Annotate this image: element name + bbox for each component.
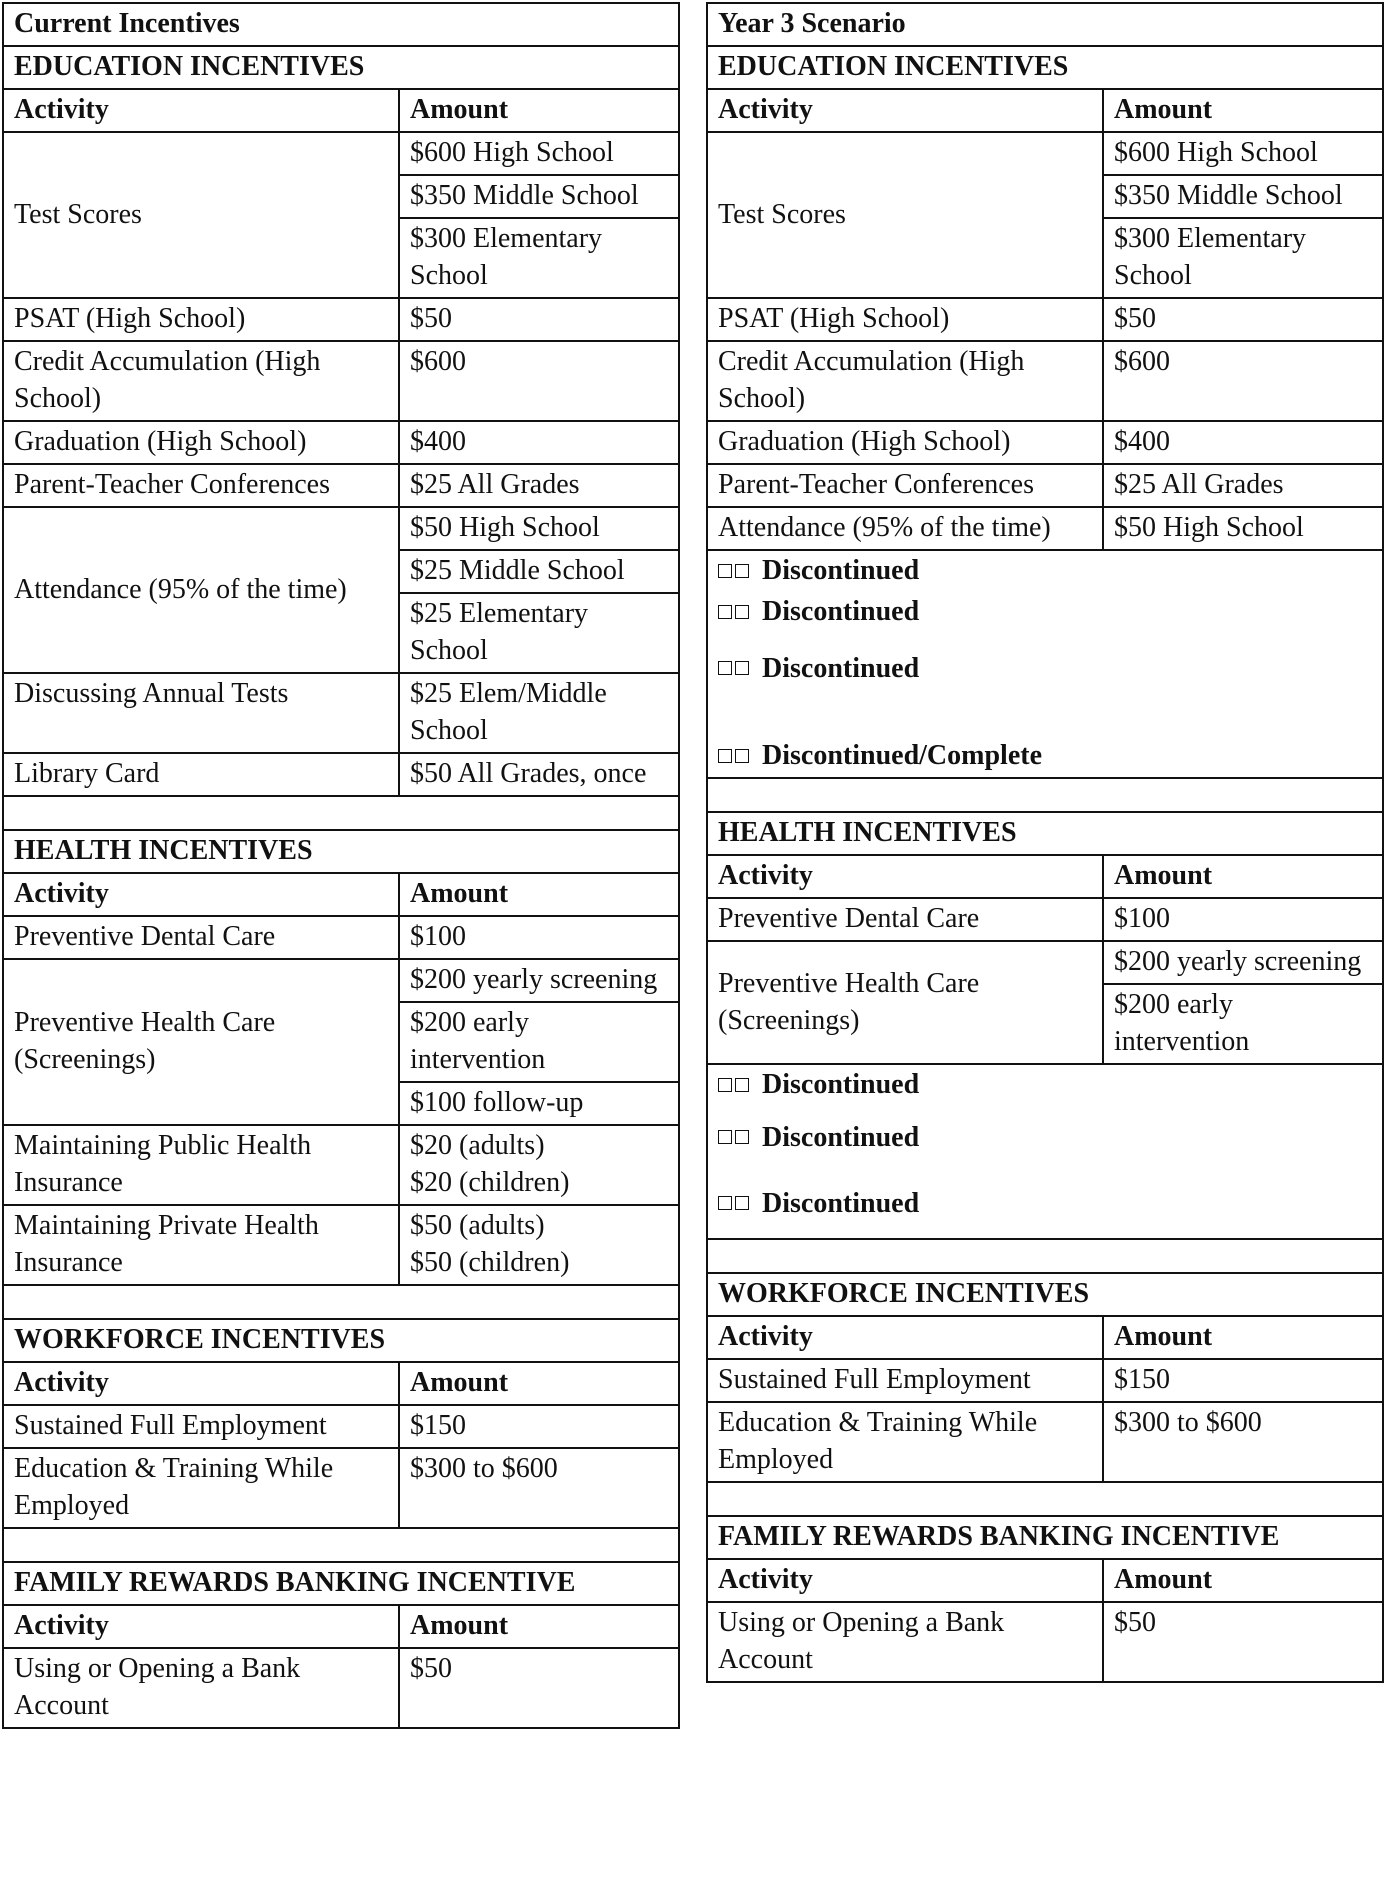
activity-cell: Maintaining Public Health Insurance <box>3 1125 399 1205</box>
amount-line: $50 (children) <box>410 1247 570 1278</box>
amount-cell: $50 All Grades, once <box>399 753 679 796</box>
column-header-activity: Activity <box>3 1605 399 1648</box>
activity-cell: PSAT (High School) <box>707 298 1103 341</box>
amount-cell: $25 Elem/Middle School <box>399 673 679 753</box>
activity-cell: Library Card <box>3 753 399 796</box>
section-spacer <box>3 1285 679 1319</box>
activity-cell: PSAT (High School) <box>3 298 399 341</box>
amount-cell: $150 <box>1103 1359 1383 1402</box>
activity-cell: Test Scores <box>3 132 399 298</box>
discontinued-label: Discontinued <box>762 1069 920 1100</box>
activity-cell: Maintaining Private Health Insurance <box>3 1205 399 1285</box>
amount-cell: $300 to $600 <box>399 1448 679 1528</box>
year3-scenario-table <box>706 2 1384 1683</box>
current-incentives-table <box>2 2 680 1729</box>
amount-line: $20 (adults) <box>410 1130 545 1161</box>
amount-cell: $50 High School <box>399 507 679 550</box>
activity-cell: Parent-Teacher Conferences <box>3 464 399 507</box>
checkbox-pair-icon <box>718 737 762 774</box>
amount-cell: $25 All Grades <box>399 464 679 507</box>
column-header-amount: Amount <box>399 873 679 916</box>
column-header-amount: Amount <box>399 1362 679 1405</box>
section-heading: FAMILY REWARDS BANKING INCENTIVE <box>707 1516 1383 1559</box>
activity-cell: Using or Opening a Bank Account <box>3 1648 399 1728</box>
activity-cell: Sustained Full Employment <box>707 1359 1103 1402</box>
activity-cell: Sustained Full Employment <box>3 1405 399 1448</box>
discontinued-row <box>707 705 1383 778</box>
panel-title: Current Incentives <box>3 3 679 46</box>
amount-line: $50 (adults) <box>410 1210 545 1241</box>
amount-cell: $50 <box>1103 1602 1383 1682</box>
amount-cell: $100 follow-up <box>399 1082 679 1125</box>
activity-cell: Attendance (95% of the time) <box>707 507 1103 550</box>
discontinued-label: Discontinued <box>762 652 920 684</box>
panel-title: Year 3 Scenario <box>707 3 1383 46</box>
amount-cell: $600 <box>1103 341 1383 421</box>
amount-cell: $100 <box>399 916 679 959</box>
amount-cell: $25 Elementary School <box>399 593 679 673</box>
amount-cell: $200 yearly screening <box>399 959 679 1002</box>
year3-scenario-panel <box>706 2 1382 1683</box>
amount-cell: $25 All Grades <box>1103 464 1383 507</box>
column-header-amount: Amount <box>1103 855 1383 898</box>
amount-cell: $400 <box>1103 421 1383 464</box>
amount-cell: $200 yearly screening <box>1103 941 1383 984</box>
discontinued-row <box>707 633 1383 705</box>
column-header-activity: Activity <box>3 1362 399 1405</box>
section-heading: EDUCATION INCENTIVES <box>707 46 1383 89</box>
checkbox-pair-icon <box>718 1066 762 1103</box>
amount-cell <box>399 1125 679 1205</box>
activity-cell: Discussing Annual Tests <box>3 673 399 753</box>
activity-cell: Credit Accumulation (High School) <box>3 341 399 421</box>
section-spacer <box>3 796 679 830</box>
amount-cell: $600 <box>399 341 679 421</box>
activity-cell: Graduation (High School) <box>707 421 1103 464</box>
column-header-activity: Activity <box>707 1316 1103 1359</box>
amount-cell: $50 <box>399 298 679 341</box>
discontinued-label: Discontinued <box>762 1187 920 1219</box>
discontinued-label: Discontinued <box>762 555 920 586</box>
column-header-activity: Activity <box>707 1559 1103 1602</box>
activity-cell: Test Scores <box>707 132 1103 298</box>
discontinued-label: Discontinued/Complete <box>762 740 1042 771</box>
checkbox-pair-icon <box>718 593 762 630</box>
section-spacer <box>707 1239 1383 1273</box>
section-heading: HEALTH INCENTIVES <box>707 812 1383 855</box>
activity-cell: Education & Training While Employed <box>707 1402 1103 1482</box>
column-header-amount: Amount <box>1103 1316 1383 1359</box>
checkbox-pair-icon <box>718 552 762 589</box>
discontinued-label: Discontinued <box>762 596 920 627</box>
activity-cell: Graduation (High School) <box>3 421 399 464</box>
discontinued-label: Discontinued <box>762 1121 920 1153</box>
activity-cell: Preventive Dental Care <box>3 916 399 959</box>
amount-cell: $200 early intervention <box>1103 984 1383 1064</box>
amount-cell: $600 High School <box>399 132 679 175</box>
section-spacer <box>707 1482 1383 1516</box>
amount-cell: $100 <box>1103 898 1383 941</box>
activity-cell: Preventive Health Care (Screenings) <box>707 941 1103 1064</box>
activity-cell: Using or Opening a Bank Account <box>707 1602 1103 1682</box>
section-spacer <box>3 1528 679 1562</box>
activity-cell: Attendance (95% of the time) <box>3 507 399 673</box>
amount-cell: $50 <box>399 1648 679 1728</box>
amount-cell: $150 <box>399 1405 679 1448</box>
amount-cell: $350 Middle School <box>1103 175 1383 218</box>
column-header-amount: Amount <box>399 89 679 132</box>
activity-cell: Credit Accumulation (High School) <box>707 341 1103 421</box>
amount-cell: $50 High School <box>1103 507 1383 550</box>
amount-cell: $25 Middle School <box>399 550 679 593</box>
amount-cell <box>399 1205 679 1285</box>
discontinued-row <box>707 550 1383 592</box>
discontinued-row <box>707 1064 1383 1106</box>
discontinued-row <box>707 1106 1383 1170</box>
amount-cell: $300 Elementary School <box>1103 218 1383 298</box>
column-header-amount: Amount <box>1103 89 1383 132</box>
amount-cell: $200 early intervention <box>399 1002 679 1082</box>
section-heading: WORKFORCE INCENTIVES <box>3 1319 679 1362</box>
column-header-activity: Activity <box>3 873 399 916</box>
activity-cell: Preventive Health Care (Screenings) <box>3 959 399 1125</box>
section-heading: EDUCATION INCENTIVES <box>3 46 679 89</box>
amount-cell: $50 <box>1103 298 1383 341</box>
discontinued-row <box>707 1170 1383 1239</box>
activity-cell: Parent-Teacher Conferences <box>707 464 1103 507</box>
column-header-activity: Activity <box>707 855 1103 898</box>
column-header-activity: Activity <box>707 89 1103 132</box>
discontinued-row <box>707 592 1383 633</box>
checkbox-pair-icon <box>718 1185 762 1222</box>
amount-cell: $300 to $600 <box>1103 1402 1383 1482</box>
checkbox-pair-icon <box>718 1119 762 1156</box>
activity-cell: Education & Training While Employed <box>3 1448 399 1528</box>
section-spacer <box>707 778 1383 812</box>
section-heading: HEALTH INCENTIVES <box>3 830 679 873</box>
column-header-amount: Amount <box>399 1605 679 1648</box>
amount-line: $20 (children) <box>410 1167 570 1198</box>
checkbox-pair-icon <box>718 650 762 687</box>
section-heading: WORKFORCE INCENTIVES <box>707 1273 1383 1316</box>
column-header-activity: Activity <box>3 89 399 132</box>
amount-cell: $400 <box>399 421 679 464</box>
activity-cell: Preventive Dental Care <box>707 898 1103 941</box>
amount-cell: $350 Middle School <box>399 175 679 218</box>
section-heading: FAMILY REWARDS BANKING INCENTIVE <box>3 1562 679 1605</box>
current-incentives-panel <box>2 2 678 1729</box>
column-header-amount: Amount <box>1103 1559 1383 1602</box>
amount-cell: $600 High School <box>1103 132 1383 175</box>
amount-cell: $300 Elementary School <box>399 218 679 298</box>
